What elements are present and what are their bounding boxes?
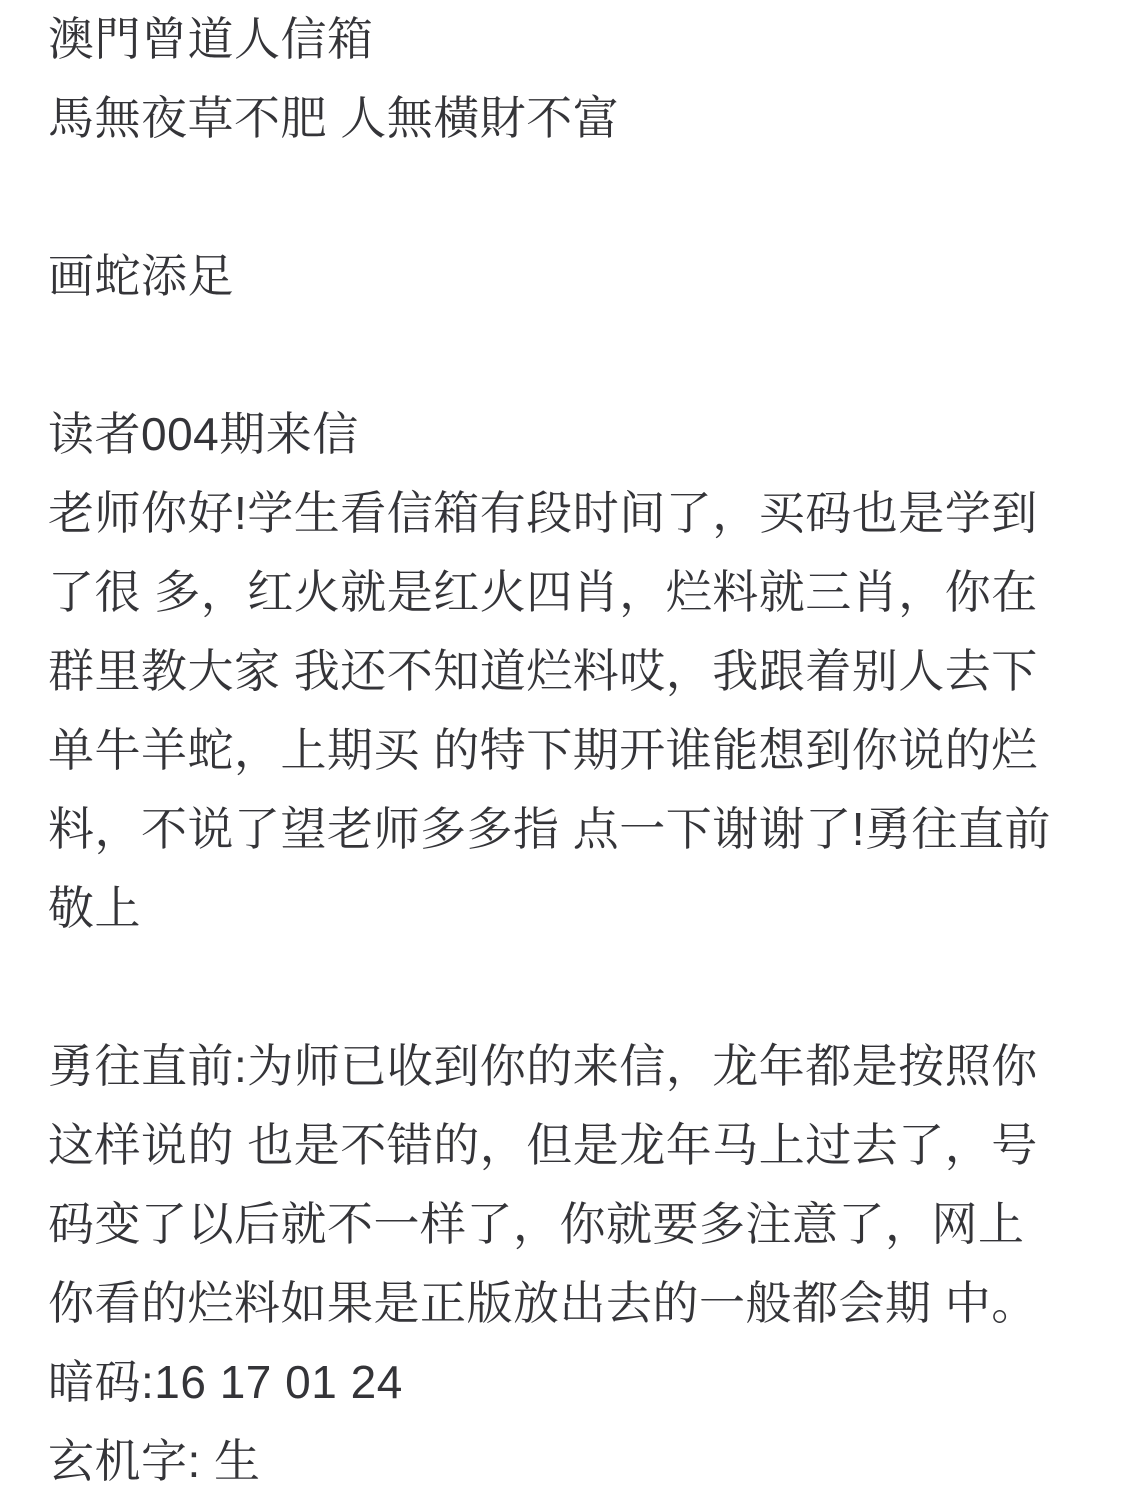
text-line: 你看的烂料如果是正版放出去的一般都会期 中。 bbox=[48, 1277, 1038, 1329]
text-line: 了很 多，红火就是红火四肖，烂料就三肖，你在 bbox=[48, 566, 1038, 618]
proverb: 馬無夜草不肥 人無橫財不富 bbox=[48, 92, 620, 144]
reader-letter-body bbox=[48, 474, 1092, 948]
mystery-character: 玄机字: 生 bbox=[48, 1435, 261, 1487]
text-line: 单牛羊蛇，上期买 的特下期开谁能想到你说的烂 bbox=[48, 724, 1038, 776]
text-line: 这样说的 也是不错的，但是龙年马上过去了，号 bbox=[48, 1119, 1038, 1171]
text-line: 老师你好!学生看信箱有段时间了，买码也是学到 bbox=[48, 487, 1038, 539]
mailbox-title: 澳門曾道人信箱 bbox=[48, 13, 374, 65]
text-line: 料，不说了望老师多多指 点一下谢谢了!勇往直前 bbox=[48, 803, 1052, 855]
reply-body bbox=[48, 1027, 1092, 1343]
reader-letter-heading: 读者004期来信 bbox=[48, 408, 359, 460]
text-line: 敬上 bbox=[48, 882, 141, 934]
blank-line bbox=[48, 158, 1092, 237]
text-line: 勇往直前:为师已收到你的来信，龙年都是按照你 bbox=[48, 1040, 1038, 1092]
secret-code: 暗码:16 17 01 24 bbox=[48, 1356, 403, 1408]
blank-line bbox=[48, 948, 1092, 1027]
text-line: 群里教大家 我还不知道烂料哎，我跟着别人去下 bbox=[48, 645, 1038, 697]
idiom: 画蛇添足 bbox=[48, 250, 234, 302]
text-line: 码变了以后就不一样了，你就要多注意了，网上 bbox=[48, 1198, 1025, 1250]
blank-line bbox=[48, 316, 1092, 395]
